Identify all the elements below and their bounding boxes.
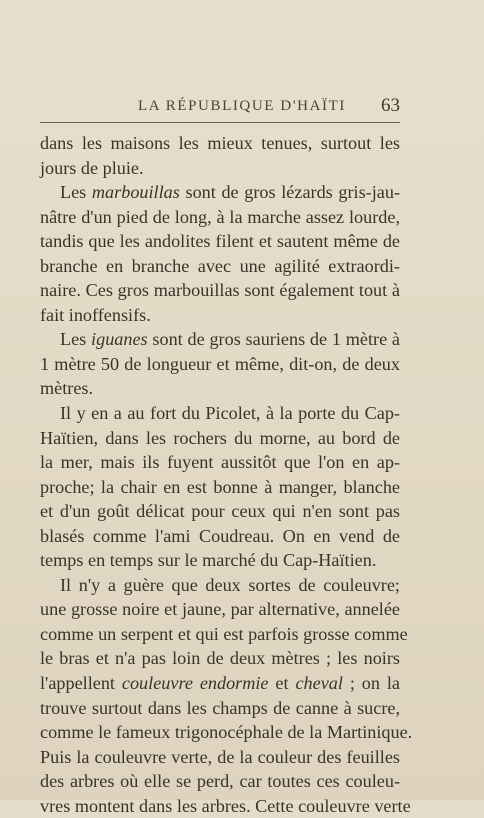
text-run: l'appellent	[40, 673, 122, 694]
text-line: naire. Ces gros marbouillas sont également tout à	[40, 280, 400, 301]
text-line: fait inoffensifs.	[40, 304, 151, 325]
text-line	[40, 671, 400, 696]
text-run: sont de gros sauriens de 1 mètre à	[147, 329, 401, 350]
text-line: jours de pluie.	[40, 157, 144, 178]
text-line: Il y en a au fort du Picolet, à la porte du Cap-	[60, 403, 400, 424]
text-run: et	[268, 673, 296, 694]
italic-term: couleuvre endormie	[121, 673, 269, 694]
text-line: blasés comme l'ami Coudreau. On en vend de	[40, 525, 400, 546]
text-line: mètres.	[40, 378, 94, 399]
text-run: ; on la	[342, 673, 400, 694]
text-run: Les	[60, 329, 92, 350]
text-line: vres montent dans les arbres. Cette couleuvre verte	[40, 795, 411, 816]
text-line: 1 mètre 50 de longueur et même, dit-on, de deux	[40, 353, 400, 374]
text-line: le bras et n'a pas loin de deux mètres ; les noirs	[40, 648, 400, 669]
text-line: comme un serpent et qui est parfois grosse comme	[40, 623, 408, 644]
text-run: Les	[60, 182, 92, 203]
text-line: Haïtien, dans les rochers du morne, au bord de	[40, 427, 400, 448]
page-number: 63	[381, 95, 400, 116]
running-head: LA RÉPUBLIQUE D'HAÏTI	[138, 98, 346, 114]
text-line	[40, 180, 400, 205]
text-line: tandis que les andolites filent et sautent même de	[40, 231, 400, 252]
text-line: temps en temps sur le marché du Cap-Haïtien.	[40, 550, 377, 571]
text-line: comme le fameux trigonocéphale de la Martinique.	[40, 722, 413, 743]
text-run: sont de gros lézards gris-jau-	[179, 182, 401, 203]
header-rule	[40, 122, 400, 123]
italic-term: marbouillas	[91, 182, 180, 203]
text-line: des arbres où elle se perd, car toutes ces couleu-	[40, 771, 400, 792]
italic-term: cheval	[295, 673, 343, 694]
text-line: trouve surtout dans les champs de canne à sucre,	[40, 697, 400, 718]
text-line: Il n'y a guère que deux sortes de couleuvre;	[60, 574, 400, 595]
text-line: la mer, mais ils fuyent aussitôt que l'on en ap-	[40, 452, 400, 473]
text-line: dans les maisons les mieux tenues, surtout les	[40, 133, 400, 153]
page-header	[40, 95, 400, 119]
text-line: branche en branche avec une agilité extraordi-	[40, 255, 400, 276]
text-line: nâtre d'un pied de long, à la marche assez lourde,	[40, 206, 400, 227]
body-text	[40, 131, 413, 818]
text-line: proche; la chair en est bonne à manger, blanche	[40, 476, 400, 497]
text-line: et d'un goût délicat pour ceux qui n'en sont pas	[40, 501, 400, 522]
text-line: une grosse noire et jaune, par alternative, annelée	[40, 599, 400, 620]
italic-term: iguanes	[91, 329, 148, 350]
text-line	[40, 327, 400, 352]
text-line: Puis la couleuvre verte, de la couleur des feuilles	[40, 746, 400, 767]
